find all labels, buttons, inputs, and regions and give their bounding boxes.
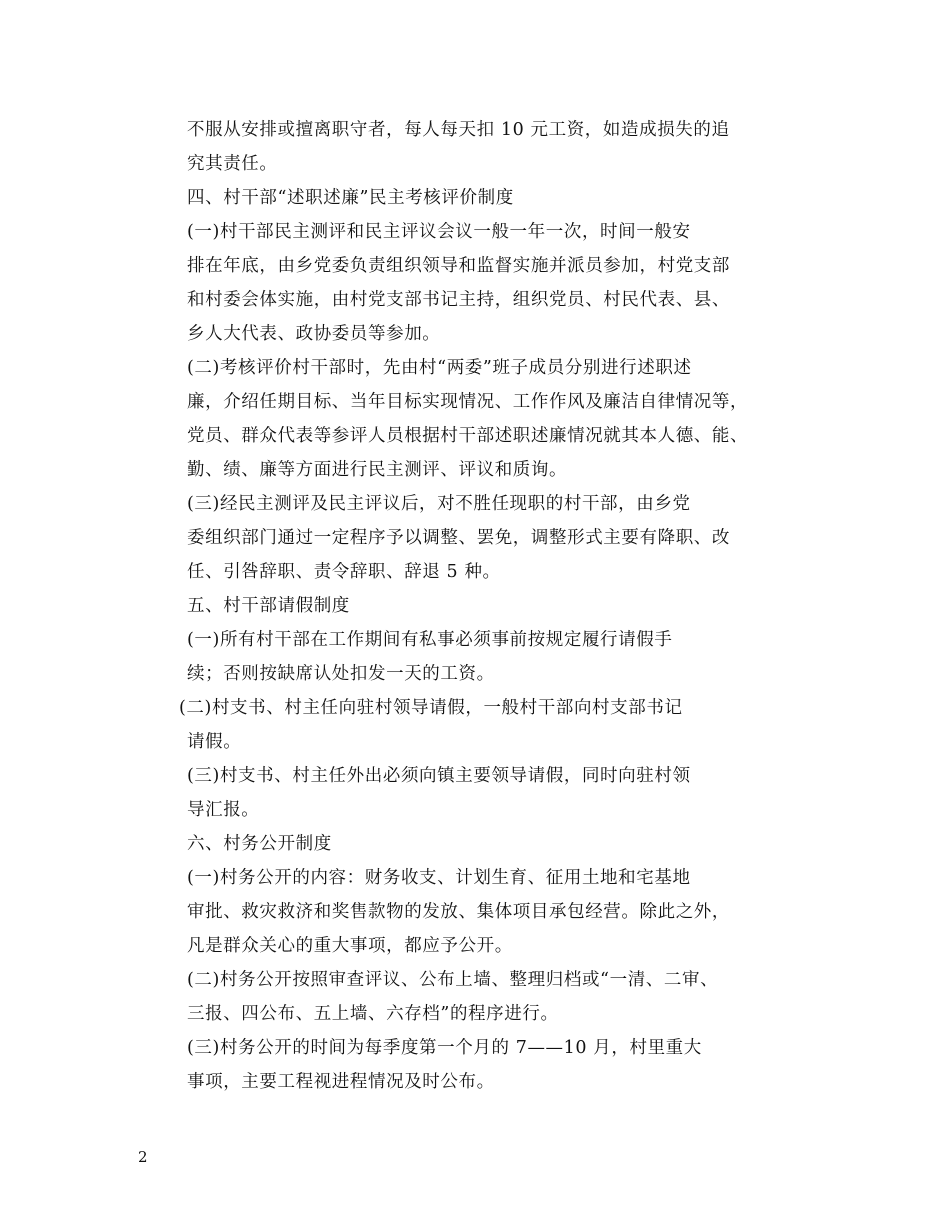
- text-line: 党员、群众代表等参评人员根据村干部述职述廉情况就其本人德、能、: [187, 426, 749, 446]
- section-heading: 四、村干部“述职述廉”民主考核评价制度: [187, 188, 514, 208]
- text-line: (三)村支书、村主任外出必须向镇主要领导请假，同时向驻村领: [187, 766, 691, 786]
- text-line: 不服从安排或擅离职守者，每人每天扣 10 元工资，如造成损失的追: [187, 120, 730, 140]
- text-line: 续；否则按缺席认处扣发一天的工资。: [187, 664, 495, 684]
- text-line: (二)村支书、村主任向驻村领导请假，一般村干部向村支部书记: [179, 698, 683, 718]
- section-heading: 五、村干部请假制度: [187, 596, 350, 616]
- text-line: 廉，介绍任期目标、当年目标实现情况、工作作风及廉洁自律情况等，: [187, 392, 749, 412]
- text-line: (一)村干部民主测评和民主评议会议一般一年一次，时间一般安: [187, 222, 691, 242]
- text-line: 导汇报。: [187, 800, 260, 820]
- text-line: 和村委会体实施，由村党支部书记主持，组织党员、村民代表、县、: [187, 290, 730, 310]
- text-line: (一)所有村干部在工作期间有私事必须事前按规定履行请假手: [187, 630, 673, 650]
- text-line: 审批、救灾救济和奖售款物的发放、集体项目承包经营。除此之外，: [187, 902, 730, 922]
- text-line: 三报、四公布、五上墙、六存档”的程序进行。: [187, 1004, 559, 1024]
- text-line: 任、引咎辞职、责令辞职、辞退 5 种。: [187, 562, 501, 582]
- text-line: 排在年底，由乡党委负责组织领导和监督实施并派员参加，村党支部: [187, 256, 730, 276]
- section-heading: 六、村务公开制度: [187, 834, 332, 854]
- text-line: (三)村务公开的时间为每季度第一个月的 7——10 月，村里重大: [187, 1038, 702, 1058]
- text-line: (一)村务公开的内容：财务收支、计划生育、征用土地和宅基地: [187, 868, 691, 888]
- text-line: 委组织部门通过一定程序予以调整、罢免，调整形式主要有降职、改: [187, 528, 730, 548]
- text-line: 事项，主要工程视进程情况及时公布。: [187, 1072, 495, 1092]
- text-line: (二)村务公开按照审查评议、公布上墙、整理归档或“一清、二审、: [187, 970, 719, 990]
- text-line: 凡是群众关心的重大事项，都应予公开。: [187, 936, 513, 956]
- text-line: 勤、绩、廉等方面进行民主测评、评议和质询。: [187, 460, 568, 480]
- page-number: 2: [138, 1148, 148, 1166]
- text-line: 乡人大代表、政协委员等参加。: [187, 324, 441, 344]
- text-line: 请假。: [187, 732, 242, 752]
- text-line: 究其责任。: [187, 154, 278, 174]
- text-line: (二)考核评价村干部时，先由村“两委”班子成员分别进行述职述: [187, 358, 692, 378]
- text-line: (三)经民主测评及民主评议后，对不胜任现职的村干部，由乡党: [187, 494, 691, 514]
